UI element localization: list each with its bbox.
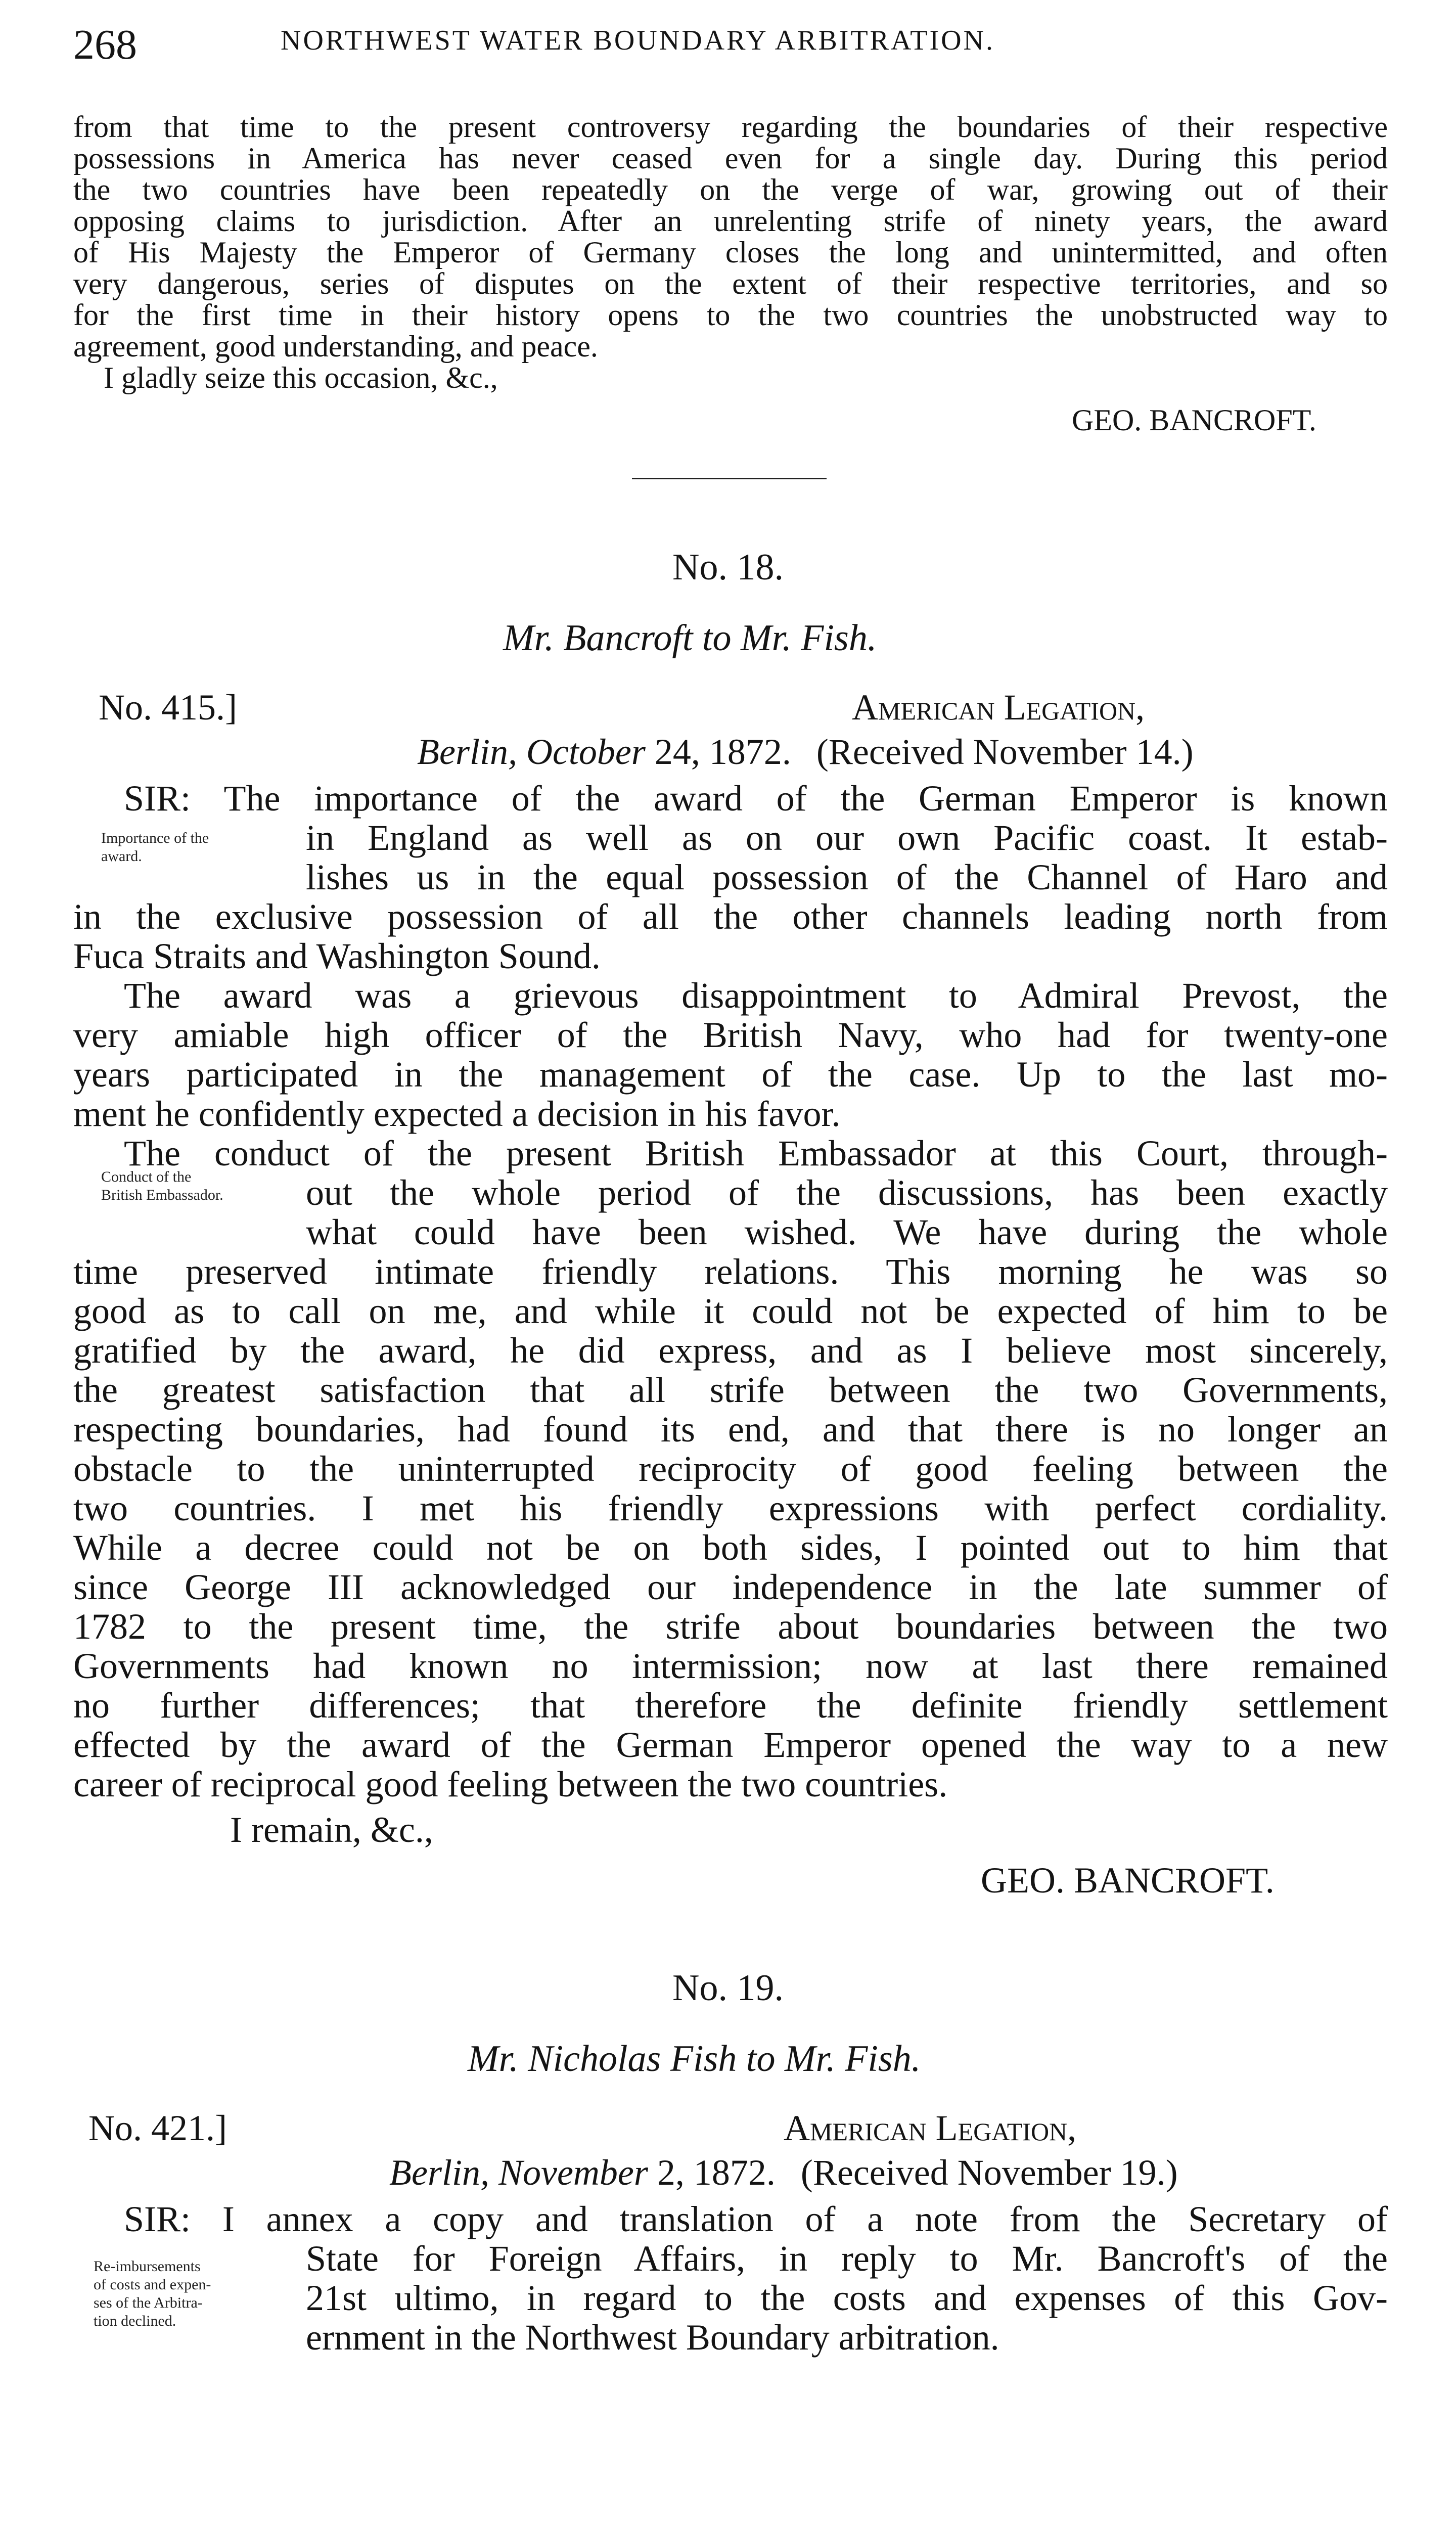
dateline — [417, 732, 1194, 772]
dateline — [389, 2153, 1178, 2192]
document-heading: Mr. Bancroft to Mr. Fish. — [503, 617, 877, 659]
date-day-year: 2, 1872. — [657, 2152, 776, 2193]
text-line: Governments had known no intermission; now at last there remained — [73, 1646, 1388, 1686]
prev-letter-body — [73, 111, 1388, 362]
text-line: what could have been wished. We have during the whole — [306, 1212, 1388, 1252]
doc18-closing: I remain, &c., — [230, 1810, 433, 1850]
text-line: two countries. I met his friendly expressions with perfect cordiality. — [73, 1488, 1388, 1528]
text-line: State for Foreign Affairs, in reply to Mr. Bancroft's of the — [306, 2238, 1388, 2279]
dispatch-number: No. 415.] — [99, 687, 237, 728]
text-line: the greatest satisfaction that all strife between the two Governments, — [73, 1370, 1388, 1410]
date-month: November — [498, 2152, 648, 2193]
document-number: No. 19. — [672, 1967, 784, 2009]
text-line: opposing claims to jurisdiction. After an unrelenting strife of ninety years, the award — [73, 204, 1388, 238]
text-line: from that time to the present controversy regarding the boundaries of their respective — [73, 110, 1388, 144]
text-line: since George III acknowledged our independence in the late summer of — [73, 1567, 1388, 1607]
received-date: (Received November 19.) — [800, 2152, 1178, 2193]
received-date: (Received November 14.) — [816, 732, 1194, 772]
text-line: While a decree could not be on both sides, I pointed out to him that — [73, 1527, 1388, 1568]
text-line: SIR: The importance of the award of the German Emperor is known — [124, 778, 1388, 819]
text-line: possessions in America has never ceased even for a single day. During this period — [73, 142, 1388, 175]
text-line: for the first time in their history opens to the two countries the unobstructed way to — [73, 298, 1388, 332]
text-line: effected by the award of the German Emperor opened the way to a new — [73, 1725, 1388, 1765]
prev-letter-signature: GEO. BANCROFT. — [1072, 403, 1316, 437]
text-line: lishes us in the equal possession of the Channel of Haro and — [306, 857, 1388, 897]
text-line: Fuca Straits and Washington Sound. — [73, 936, 601, 976]
text-line: SIR: I annex a copy and translation of a note from the Secretary of — [124, 2199, 1388, 2239]
text-line: obstacle to the uninterrupted reciprocity of good feeling between the — [73, 1449, 1388, 1489]
text-line: the two countries have been repeatedly on the verge of war, growing out of their — [73, 173, 1388, 206]
text-line: The conduct of the present British Embassador at this Court, through- — [124, 1133, 1388, 1173]
text-line: time preserved intimate friendly relations. This morning he was so — [73, 1251, 1388, 1292]
text-line: good as to call on me, and while it could not be expected of him to be — [73, 1291, 1388, 1331]
text-line: ment he confidently expected a decision in his favor. — [73, 1094, 841, 1134]
text-line: years participated in the management of the case. Up to the last mo- — [73, 1054, 1388, 1095]
margin-note: Conduct of the British Embassador. — [101, 1168, 223, 1203]
text-line: out the whole period of the discussions, has been exactly — [306, 1172, 1388, 1213]
text-line: respecting boundaries, had found its end, and that there is no longer an — [73, 1409, 1388, 1450]
document-number: No. 18. — [672, 547, 784, 588]
document-heading: Mr. Nicholas Fish to Mr. Fish. — [468, 2038, 921, 2080]
text-line: gratified by the award, he did express, and as I believe most sincerely, — [73, 1330, 1388, 1371]
date-place: Berlin, — [417, 732, 517, 772]
dispatch-number: No. 421.] — [88, 2108, 227, 2148]
text-line: very dangerous, series of disputes on the extent of their respective territories, and so — [73, 267, 1388, 300]
page-number: 268 — [73, 21, 137, 68]
doc19-body — [73, 2199, 1388, 2357]
date-place: Berlin, — [389, 2152, 489, 2193]
running-title: NORTHWEST WATER BOUNDARY ARBITRATION. — [281, 25, 995, 56]
margin-note: Re-imbursements of costs and expen- ses of the Arbitra- tion declined. — [94, 2258, 211, 2329]
text-line: of His Majesty the Emperor of Germany closes the long and unintermitted, and often — [73, 236, 1388, 269]
text-line: agreement, good understanding, and peace. — [73, 330, 598, 363]
text-line: no further differences; that therefore the definite friendly settlement — [73, 1685, 1388, 1726]
text-line: very amiable high officer of the British Navy, who had for twenty-one — [73, 1015, 1388, 1055]
doc18-body — [73, 779, 1388, 1804]
text-line: ernment in the Northwest Boundary arbitration. — [306, 2317, 999, 2358]
text-line: 1782 to the present time, the strife about boundaries between the two — [73, 1606, 1388, 1647]
date-day-year: 24, 1872. — [654, 732, 791, 772]
doc18-signature: GEO. BANCROFT. — [981, 1860, 1275, 1901]
margin-note: Importance of the award. — [101, 830, 209, 865]
date-month: October — [526, 732, 646, 772]
text-line: 21st ultimo, in regard to the costs and expenses of this Gov- — [306, 2278, 1388, 2318]
text-line: in the exclusive possession of all the other channels leading north from — [73, 896, 1388, 937]
prev-letter-closing: I gladly seize this occasion, &c., — [104, 361, 498, 394]
text-line: in England as well as on our own Pacific coast. It estab- — [306, 818, 1388, 858]
text-line: career of reciprocal good feeling between the two countries. — [73, 1764, 948, 1804]
text-line: The award was a grievous disappointment to Admiral Prevost, the — [124, 975, 1388, 1016]
section-divider — [632, 478, 827, 479]
legation-name: American Legation, — [852, 687, 1145, 728]
legation-name: American Legation, — [784, 2108, 1077, 2148]
